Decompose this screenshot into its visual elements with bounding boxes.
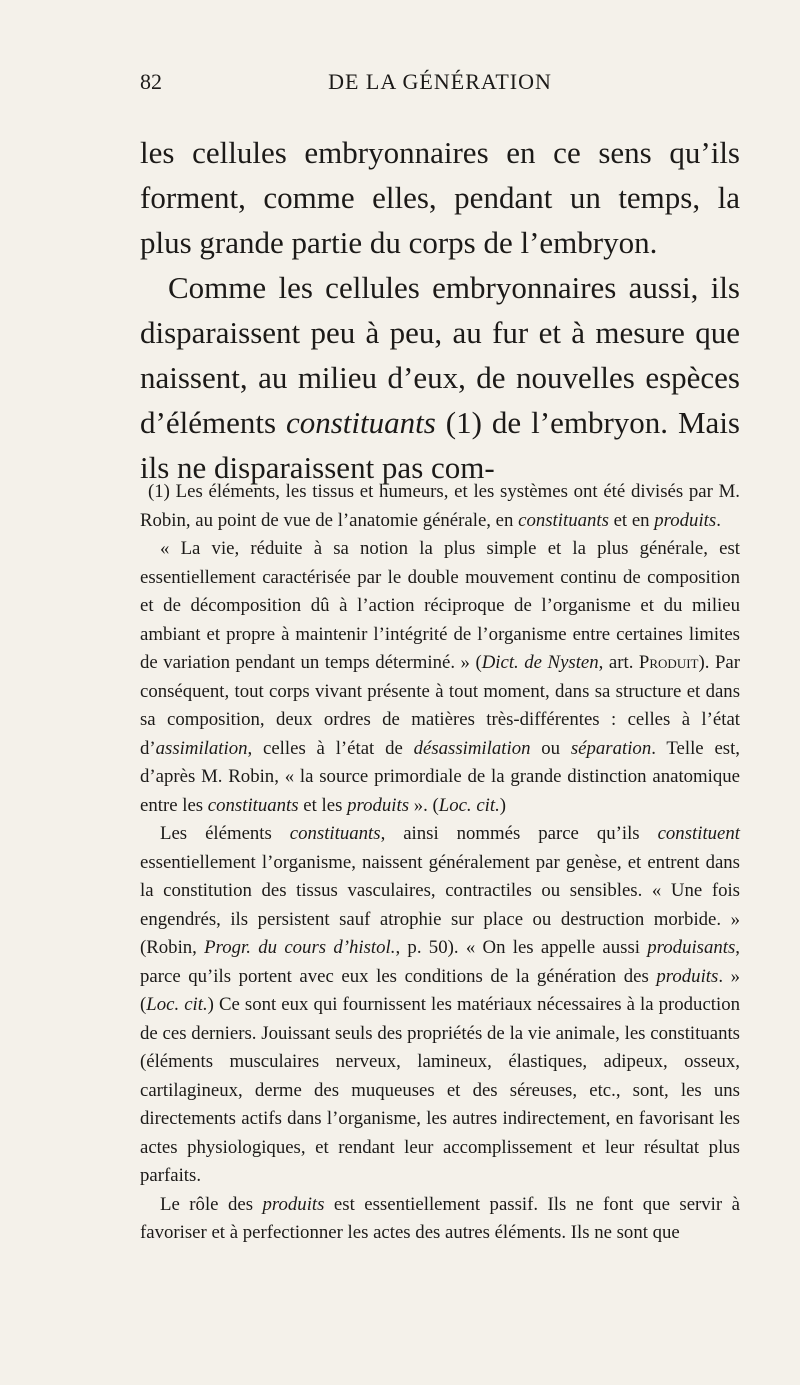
text-run: ). Par conséquent, tout corps vivant présente à tout moment, dans sa structure et dans sa composition, deux ordres de matières très-différentes : celles à l’état d’ — [140, 652, 740, 759]
footnote-paragraph-4 — [140, 1191, 740, 1248]
footnote-paragraph-2 — [140, 535, 740, 820]
small-caps-term: Produit — [638, 652, 699, 673]
italic-term: Loc. cit. — [146, 994, 208, 1015]
italic-term: produits — [656, 965, 719, 987]
text-run: ». ( — [409, 794, 439, 816]
text-run: , parce qu’ils portent avec eux les conditions de la génération des — [140, 937, 740, 987]
text-run: . » ( — [140, 965, 740, 1015]
text-run: , ainsi nommés parce qu’ils — [380, 823, 658, 844]
page-header — [140, 64, 740, 100]
main-paragraph-2 — [140, 265, 740, 490]
italic-term: produits — [347, 794, 410, 816]
text-run: ) — [499, 794, 507, 816]
text-run: Comme les cellules embryonnaires aussi, ils disparaissent peu à peu, au fur et à mesure que naissent, au milieu d’eux, de nouvelles espèces d’éléments — [140, 270, 740, 440]
running-title: DE LA GÉNÉRATION — [328, 69, 552, 94]
italic-term: constituants — [289, 823, 381, 844]
text-run: « La vie, réduite à sa notion la plus simple et la plus générale, est essentiellement caractérisée par le double mouvement continu de composition et de décomposition dû à l’action réciproque de l’organisme et du milieu ambiant et propre à maintenir l’intégrité de l’organisme entre certaines limites de variation pendant un temps déterminé. » ( — [140, 538, 740, 673]
italic-term: produisants — [647, 937, 736, 958]
text-run: , art. — [598, 652, 639, 673]
text-run: Le rôle des — [160, 1193, 263, 1215]
page-number: 82 — [140, 69, 162, 94]
footnote-1 — [140, 478, 740, 535]
text-run: (1) Les éléments, les tissus et humeurs, et les systèmes ont été divisés par M. Robin, au point de vue de l’anatomie générale, en — [140, 481, 740, 531]
italic-term: séparation — [570, 737, 652, 759]
italic-term: constituent — [657, 823, 740, 844]
text-run: et les — [298, 794, 348, 816]
text-run: (1) de l’embryon. Mais ils ne disparaissent pas com- — [140, 405, 740, 485]
text-run: . — [716, 509, 721, 531]
text-run: , p. 50). « On les appelle aussi — [395, 937, 648, 958]
text-run: essentiellement l’organisme, naissent généralement par genèse, et entrent dans la constitution des tissus vasculaires, contractiles ou sensibles. « Une fois engendrés, ils persistent sauf atrophie sur place ou destruction morbide. » (Robin, — [140, 851, 740, 958]
italic-term: constituants — [285, 405, 436, 440]
main-paragraph-1 — [140, 130, 740, 265]
text-run: , celles à l’état de — [247, 737, 414, 759]
main-text — [140, 130, 740, 490]
italic-term: Loc. cit. — [438, 794, 500, 816]
text-run: Les éléments — [160, 823, 290, 844]
italic-term: constituants — [207, 794, 299, 816]
text-run: les cellules embryonnaires en ce sens qu’ils forment, comme elles, pendant un temps, la plus grande partie du corps de l’embryon. — [140, 135, 740, 260]
footnote-paragraph-3 — [140, 820, 740, 1191]
italic-term: Progr. du cours d’histol. — [204, 937, 396, 958]
italic-term: produits — [262, 1193, 325, 1215]
text-run: ou — [530, 737, 571, 759]
italic-term: Dict. de Nysten — [481, 652, 599, 673]
text-run: et en — [608, 509, 655, 531]
text-run: ) Ce sont eux qui fournissent les matériaux nécessaires à la production de ces derniers. Jouissant seuls des propriétés de la vie animale, les constituants (éléments musculaires nerveux, lamineux, élastiques, adipeux, osseux, cartilagineux, derme des muqueuses et des séreuses, etc., sont, les uns directements actifs dans l’organisme, les autres indirectement, en favorisant les actes physiologiques, et rendant leur accomplissement et leur résultat plus parfaits. — [140, 994, 741, 1186]
text-run: est essentiellement passif. Ils ne font que servir à favoriser et à perfectionner les actes des autres éléments. Ils ne sont que — [140, 1193, 740, 1243]
italic-term: assimilation — [155, 737, 248, 759]
footnotes — [140, 478, 740, 1248]
italic-term: produits — [654, 509, 717, 531]
italic-term: désassimilation — [413, 737, 531, 759]
italic-term: constituants — [518, 509, 609, 531]
text-run: . Telle est, d’après M. Robin, « la source primordiale de la grande distinction anatomique entre les — [140, 737, 741, 816]
